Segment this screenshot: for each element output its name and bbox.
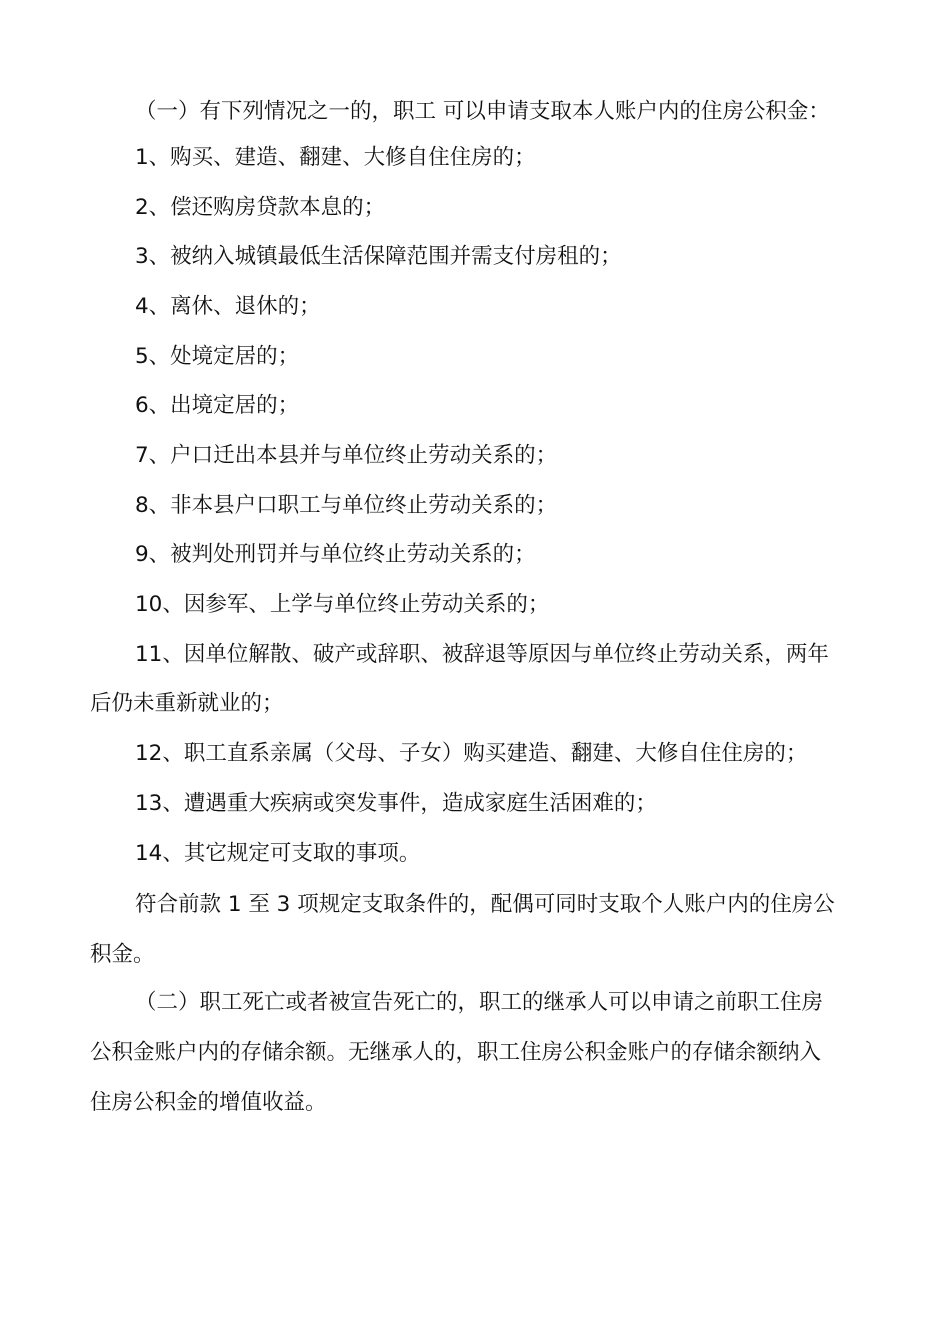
list-item: 6、出境定居的； (135, 393, 300, 418)
list-item: 13、遭遇重大疾病或突发事件，造成家庭生活困难的； (135, 791, 657, 816)
section-two-line-2: 公积金账户内的存储余额。无继承人的，职工住房公积金账户的存储余额纳入 (90, 1040, 822, 1065)
section-two-line-1: （二）职工死亡或者被宣告死亡的，职工的继承人可以申请之前职工住房 (135, 990, 824, 1015)
list-item-11-line-1: 11、因单位解散、破产或辞职、被辞退等原因与单位终止劳动关系，两年 (135, 642, 829, 667)
list-item: 8、非本县户口职工与单位终止劳动关系的； (135, 493, 558, 518)
list-item: 7、户口迁出本县并与单位终止劳动关系的； (135, 443, 558, 468)
list-item: 3、被纳入城镇最低生活保障范围并需支付房租的； (135, 244, 622, 269)
spouse-paragraph-line-2: 积金。 (90, 942, 155, 967)
list-item: 2、偿还购房贷款本息的； (135, 195, 386, 220)
list-item: 10、因参军、上学与单位终止劳动关系的； (135, 592, 550, 617)
section-two-line-3: 住房公积金的增值收益。 (90, 1090, 327, 1115)
list-item: 5、处境定居的； (135, 344, 300, 369)
list-item: 1、购买、建造、翻建、大修自住住房的； (135, 145, 536, 170)
section-one-intro: （一）有下列情况之一的，职工 可以申请支取本人账户内的住房公积金： (135, 99, 830, 124)
list-item: 4、离休、退休的； (135, 294, 321, 319)
list-item-11-line-2: 后仍未重新就业的； (90, 691, 284, 716)
list-item: 9、被判处刑罚并与单位终止劳动关系的； (135, 542, 536, 567)
spouse-paragraph-line-1: 符合前款 1 至 3 项规定支取条件的，配偶可同时支取个人账户内的住房公 (135, 892, 835, 917)
list-item: 12、职工直系亲属（父母、子女）购买建造、翻建、大修自住住房的； (135, 741, 808, 766)
list-item: 14、其它规定可支取的事项。 (135, 841, 421, 866)
